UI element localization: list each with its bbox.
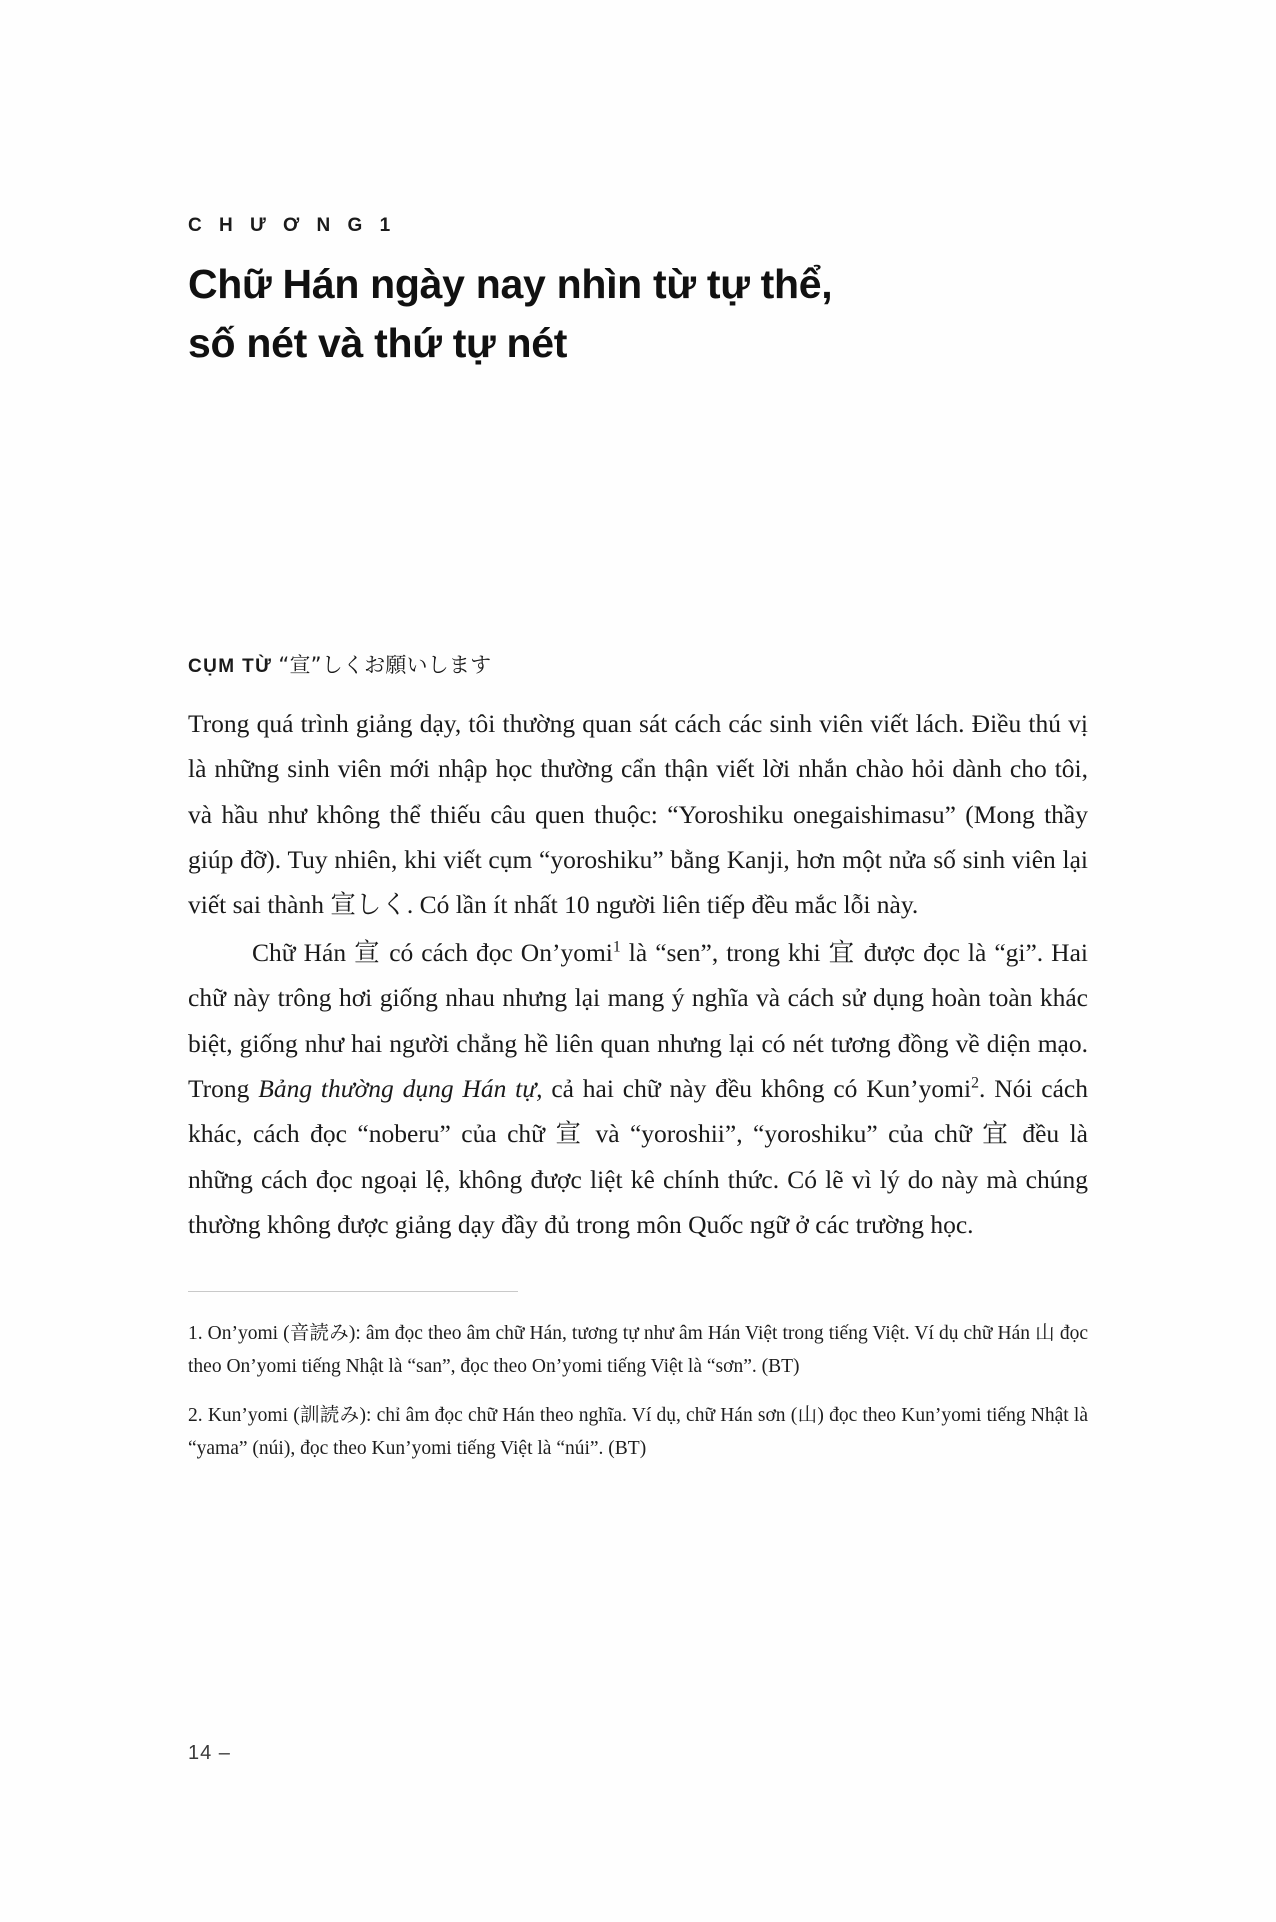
page-content bbox=[188, 215, 1088, 1481]
chapter-title-line-2: số nét và thứ tự nét bbox=[188, 320, 568, 367]
section-heading bbox=[188, 649, 1088, 679]
paragraph-1: Trong quá trình giảng dạy, tôi thường quan sát cách các sinh viên viết lách. Điều thú vị là những sinh viên mới nhập học thường cẩn thận viết lời nhắn chào hỏi dành cho tôi, và hầu như không thể thiếu câu quen thuộc: “Yoroshiku onegaishimasu” (Mong thầy giúp đỡ). Tuy nhiên, khi viết cụm “yoroshiku” bằng Kanji, hơn một nửa số sinh viên lại viết sai thành 宣しく. Có lần ít nhất 10 người liên tiếp đều mắc lỗi này. bbox=[188, 708, 1088, 920]
paragraph-2-part-3: cả hai chữ này đều không có Kun’yomi bbox=[542, 1073, 972, 1103]
paragraph-2 bbox=[188, 930, 1088, 1248]
paragraph-2-italic-title: Bảng thường dụng Hán tự, bbox=[258, 1073, 543, 1103]
section-heading-keyword: CỤM TỪ bbox=[188, 655, 273, 677]
footnote-1: 1. On’yomi (音読み): âm đọc theo âm chữ Hán, tương tự như âm Hán Việt trong tiếng Việt. Ví dụ chữ Hán 山 đọc theo On’yomi tiếng Nhật là “san”, đọc theo On’yomi tiếng Việt là “sơn”. (BT) bbox=[188, 1323, 1088, 1378]
chapter-label: C H Ư Ơ N G 1 bbox=[188, 215, 397, 236]
paragraph-2-part-2: là “sen”, trong khi 宜 được đọc là “gi”. Hai chữ này trông hơi giống nhau nhưng lại mang ý nghĩa và cách sử dụng hoàn toàn khác biệt, giống như hai người chẳng hề liên quan nhưng lại có nét tương đồng về diện mạo. Trong bbox=[188, 937, 1089, 1103]
chapter-title-line-1: Chữ Hán ngày nay nhìn từ tự thể, bbox=[188, 261, 833, 307]
paragraph-2-part-4: . Nói cách khác, cách đọc “noberu” của chữ 宣 và “yoroshii”, “yoroshiku” của chữ 宜 đều là những cách đọc ngoại lệ, không được liệt kê chính thức. Có lẽ vì lý do này mà chúng thường không được giảng dạy đầy đủ trong môn Quốc ngữ ở các trường học. bbox=[188, 1073, 1088, 1239]
footnote-list bbox=[188, 1318, 1088, 1465]
footnote-divider bbox=[188, 1291, 518, 1292]
section-heading-japanese: “宣”しくお願いします bbox=[278, 652, 492, 677]
footnote-ref-2: 2 bbox=[971, 1074, 979, 1092]
footnote-2: 2. Kun’yomi (訓読み): chỉ âm đọc chữ Hán theo nghĩa. Ví dụ, chữ Hán sơn (山) đọc theo Kun’yomi tiếng Nhật là “yama” (núi), đọc theo Kun’yomi tiếng Việt là “núi”. (BT) bbox=[188, 1404, 1088, 1459]
page-title bbox=[188, 255, 948, 374]
page-number: 14 – bbox=[188, 1742, 231, 1764]
paragraph-2-part-1: Chữ Hán 宣 có cách đọc On’yomi bbox=[252, 937, 613, 967]
footnote-ref-1: 1 bbox=[612, 938, 621, 956]
